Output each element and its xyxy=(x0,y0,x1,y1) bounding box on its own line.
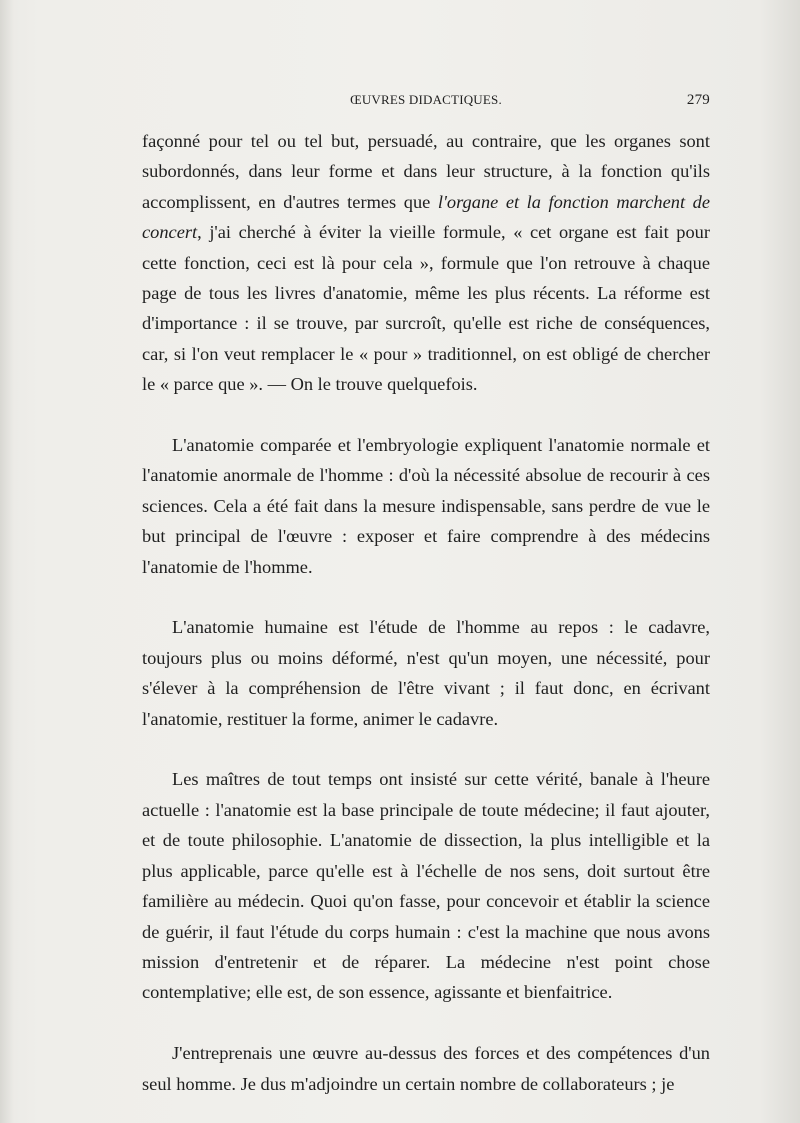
paragraph xyxy=(142,612,710,734)
paragraph xyxy=(142,126,710,400)
page-number: 279 xyxy=(686,92,710,108)
paragraph xyxy=(142,764,710,1007)
paragraph xyxy=(142,430,710,582)
running-title: ŒUVRES DIDACTIQUES. xyxy=(350,92,502,107)
paragraph-text: Les maîtres de tout temps ont insisté sur cette vérité, banale à l'heure actuelle : l'anatomie est la base principale de toute médecine; il faut ajouter, et de toute philosophie. L'anatomie de dissection, la plus intelligible et la plus applicable, parce qu'elle est à l'échelle de nos sens, doit surtout être familière au médecin. Quoi qu'on fasse, pour concevoir et établir la science de guérir, il faut l'étude du corps humain : c'est la machine que nous avons mission d'entretenir et de réparer. La médecine n'est point chose contemplative; elle est, de son essence, agissante et bienfaitrice. xyxy=(142,769,710,1003)
italic-phrase: l'organe et la fonction marchent de concert xyxy=(142,191,710,243)
paragraph-text: L'anatomie humaine est l'étude de l'homme au repos : le cadavre, toujours plus ou moins déformé, n'est qu'un moyen, une nécessité, pour s'élever à la compréhension de l'être vivant ; il faut donc, en écrivant l'anatomie, restituer la forme, animer le cadavre. xyxy=(142,617,710,729)
paragraph-text: J'entreprenais une œuvre au-dessus des forces et des compétences d'un seul homme. Je dus m'adjoindre un certain nombre de collaborateurs ; je xyxy=(142,1043,710,1094)
paragraph xyxy=(142,1038,710,1099)
page-header xyxy=(142,92,710,114)
paragraph-text: façonné pour tel ou tel but, persuadé, au contraire, que les organes sont subordonnés, dans leur forme et dans leur structure, à la fonction qu'ils accomplissent, en d'autres termes que xyxy=(142,131,710,212)
paragraph-text: , j'ai cherché à éviter la vieille formule, « cet organe est fait pour cette fonction, ceci est là pour cela », formule que l'on retrouve à chaque page de tous les livres d'anatomie, même les plus récents. La réforme est d'importance : il se trouve, par surcroît, qu'elle est riche de conséquences, car, si l'on veut remplacer le « pour » traditionnel, on est obligé de chercher le « parce que ». — On le trouve quelquefois. xyxy=(142,222,710,395)
paragraph-text: L'anatomie comparée et l'embryologie expliquent l'anatomie normale et l'anatomie anormale de l'homme : d'où la nécessité absolue de recourir à ces sciences. Cela a été fait dans la mesure indispensable, sans perdre de vue le but principal de l'œuvre : exposer et faire comprendre à des médecins l'anatomie de l'homme. xyxy=(142,435,710,577)
body-text xyxy=(142,126,710,1099)
